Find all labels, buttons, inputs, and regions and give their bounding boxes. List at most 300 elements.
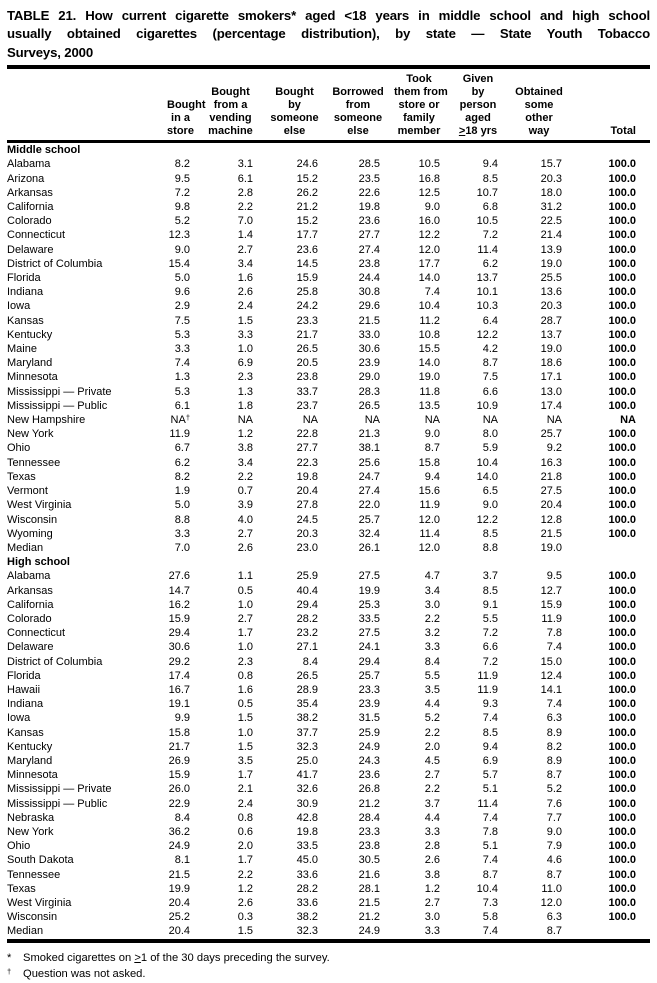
table-row xyxy=(7,726,650,740)
value-cell: 5.0 xyxy=(174,499,190,512)
state-cell: Mississippi — Private xyxy=(7,385,112,398)
value-cell: 27.8 xyxy=(296,499,318,512)
value-cell: 8.7 xyxy=(546,769,562,782)
value-cell: 23.3 xyxy=(358,683,380,696)
total-cell: 100.0 xyxy=(608,385,636,398)
value-cell: 30.9 xyxy=(296,797,318,810)
total-cell: 100.0 xyxy=(608,172,636,185)
value-cell: 6.3 xyxy=(546,712,562,725)
table-row xyxy=(7,299,650,313)
value-cell: 23.9 xyxy=(358,357,380,370)
state-cell: Florida xyxy=(7,272,41,285)
state-cell: Delaware xyxy=(7,641,54,654)
value-cell: 24.9 xyxy=(168,840,190,853)
total-cell: 100.0 xyxy=(608,428,636,441)
table-row xyxy=(7,498,650,512)
state-cell: Mississippi — Private xyxy=(7,783,112,796)
value-cell: 23.5 xyxy=(358,172,380,185)
value-cell: 45.0 xyxy=(296,854,318,867)
state-cell: Ohio xyxy=(7,442,31,455)
state-cell: California xyxy=(7,201,54,214)
value-cell: 2.6 xyxy=(237,286,253,299)
value-cell: 6.3 xyxy=(546,911,562,924)
footnote-marker: † xyxy=(7,967,12,977)
value-cell: 24.3 xyxy=(358,754,380,767)
value-cell: 2.7 xyxy=(237,243,253,256)
column-header-state xyxy=(7,69,157,142)
value-cell: 2.8 xyxy=(424,840,440,853)
value-cell: 8.9 xyxy=(546,754,562,767)
value-cell: 8.7 xyxy=(546,868,562,881)
table-title xyxy=(7,7,650,62)
table-row xyxy=(7,896,650,910)
column-header-bought-from-vending-machine: Bought from a vending machine xyxy=(208,86,253,138)
column-header-took-from-store-or-family: Took them from store or family member xyxy=(394,73,448,138)
value-cell: 21.6 xyxy=(358,868,380,881)
value-cell: 3.5 xyxy=(237,754,253,767)
value-cell: 28.2 xyxy=(296,612,318,625)
footnote-marker: * xyxy=(7,951,12,964)
table-row xyxy=(7,513,650,527)
value-cell: 24.1 xyxy=(358,641,380,654)
state-cell: Texas xyxy=(7,470,36,483)
value-cell: 11.4 xyxy=(477,797,498,810)
state-cell: Kansas xyxy=(7,726,44,739)
state-cell: Colorado xyxy=(7,215,52,228)
value-cell: 7.7 xyxy=(546,811,562,824)
value-cell: 1.0 xyxy=(237,641,253,654)
value-cell: 12.4 xyxy=(540,669,562,682)
value-cell: 7.4 xyxy=(482,811,498,824)
value-cell: 7.2 xyxy=(482,229,498,242)
total-cell: 100.0 xyxy=(608,243,636,256)
value-cell: 2.7 xyxy=(237,612,253,625)
table-row xyxy=(7,782,650,796)
value-cell: 1.5 xyxy=(237,712,253,725)
state-cell: Vermont xyxy=(7,485,48,498)
total-cell: 100.0 xyxy=(608,215,636,228)
state-cell: Indiana xyxy=(7,698,44,711)
total-cell: 100.0 xyxy=(608,840,636,853)
value-cell: 20.4 xyxy=(540,499,562,512)
value-cell: 40.4 xyxy=(296,584,318,597)
table-row xyxy=(7,868,650,882)
value-cell: 7.4 xyxy=(482,712,498,725)
value-cell: 23.6 xyxy=(296,243,318,256)
value-cell: 10.4 xyxy=(476,456,498,469)
state-cell: Nebraska xyxy=(7,811,55,824)
total-cell: 100.0 xyxy=(608,527,636,540)
value-cell: 21.5 xyxy=(168,868,190,881)
value-cell: 2.2 xyxy=(237,868,253,881)
value-cell: 9.4 xyxy=(424,470,440,483)
total-cell: 100.0 xyxy=(608,811,636,824)
value-cell: 12.5 xyxy=(418,186,440,199)
value-cell: 7.2 xyxy=(174,186,190,199)
value-cell: 0.6 xyxy=(237,825,253,838)
table-row xyxy=(7,470,650,484)
state-cell: Alabama xyxy=(7,570,51,583)
value-cell: 12.0 xyxy=(418,541,440,554)
table-row xyxy=(7,285,650,299)
value-cell: 27.6 xyxy=(168,570,190,583)
value-cell: 8.5 xyxy=(482,584,498,597)
value-cell: NA xyxy=(364,414,380,427)
table-row xyxy=(7,399,650,413)
value-cell: 5.2 xyxy=(424,712,440,725)
total-cell: 100.0 xyxy=(608,470,636,483)
value-cell: 13.9 xyxy=(540,243,562,256)
value-cell: 14.5 xyxy=(296,257,318,270)
value-cell: 15.2 xyxy=(296,172,318,185)
total-cell: 100.0 xyxy=(608,513,636,526)
total-cell: 100.0 xyxy=(608,257,636,270)
value-cell: NA xyxy=(424,414,440,427)
value-cell: 6.2 xyxy=(174,456,190,469)
value-cell: 0.8 xyxy=(237,811,253,824)
table-row xyxy=(7,314,650,328)
value-cell: 8.2 xyxy=(174,470,190,483)
total-cell: 100.0 xyxy=(608,754,636,767)
value-cell: 4.4 xyxy=(424,811,440,824)
value-cell: 2.2 xyxy=(424,612,440,625)
table-title-line-2: usually obtained cigarettes (percentage distribution), by state — State Youth Tobacco xyxy=(7,26,650,42)
value-cell: 1.3 xyxy=(174,371,190,384)
value-cell: 12.2 xyxy=(476,328,498,341)
state-cell: New Hampshire xyxy=(7,414,86,427)
value-cell: 1.2 xyxy=(237,428,253,441)
value-cell: 27.7 xyxy=(358,229,380,242)
value-cell: 17.4 xyxy=(168,669,190,682)
value-cell: 21.2 xyxy=(358,797,380,810)
state-cell: New York xyxy=(7,825,54,838)
total-cell: 100.0 xyxy=(608,896,636,909)
total-cell: 100.0 xyxy=(608,627,636,640)
total-cell: 100.0 xyxy=(608,683,636,696)
value-cell: 2.3 xyxy=(237,655,253,668)
value-cell: 3.0 xyxy=(424,911,440,924)
value-cell: 2.8 xyxy=(237,186,253,199)
value-cell: 1.7 xyxy=(237,769,253,782)
value-cell: 1.7 xyxy=(237,627,253,640)
value-cell: 38.2 xyxy=(296,911,318,924)
table-row xyxy=(7,186,650,200)
value-cell: 15.8 xyxy=(168,726,190,739)
value-cell: 1.0 xyxy=(237,343,253,356)
value-cell: 17.1 xyxy=(540,371,562,384)
table-row xyxy=(7,569,650,583)
value-cell: 21.8 xyxy=(540,470,562,483)
state-cell: Median xyxy=(7,541,44,554)
value-cell: 30.8 xyxy=(358,286,380,299)
value-cell: 3.3 xyxy=(424,825,440,838)
value-cell: 7.6 xyxy=(546,797,562,810)
state-cell: Median xyxy=(7,925,44,938)
value-cell: 14.0 xyxy=(418,357,440,370)
table-row xyxy=(7,342,650,356)
value-cell: 19.9 xyxy=(358,584,380,597)
state-cell: Kansas xyxy=(7,314,44,327)
value-cell: 15.9 xyxy=(540,598,562,611)
value-cell: 1.5 xyxy=(237,925,253,938)
value-cell: 15.9 xyxy=(168,769,190,782)
value-cell: 21.3 xyxy=(358,428,380,441)
value-cell: 11.9 xyxy=(541,612,562,625)
table-row xyxy=(7,200,650,214)
value-cell: 5.2 xyxy=(546,783,562,796)
table-row xyxy=(7,228,650,242)
value-cell: 8.4 xyxy=(424,655,440,668)
value-cell: 3.3 xyxy=(174,343,190,356)
table-row xyxy=(7,413,650,427)
total-cell: 100.0 xyxy=(608,158,636,171)
section-label: Middle school xyxy=(7,144,81,157)
value-cell: 11.9 xyxy=(419,499,440,512)
total-cell: 100.0 xyxy=(608,399,636,412)
table-title-line-3: Surveys, 2000 xyxy=(7,44,94,60)
column-header-given-by-person-aged-18: Given by person aged >18 yrs xyxy=(458,73,498,138)
table-header-row xyxy=(7,69,650,142)
value-cell: 2.0 xyxy=(424,740,440,753)
value-cell: 18.0 xyxy=(540,186,562,199)
table-row xyxy=(7,882,650,896)
value-cell: 15.7 xyxy=(540,158,562,171)
value-cell: 1.9 xyxy=(174,485,190,498)
value-cell: 18.6 xyxy=(540,357,562,370)
value-cell: 20.4 xyxy=(168,925,190,938)
value-cell: 1.6 xyxy=(237,683,253,696)
total-cell: 100.0 xyxy=(608,584,636,597)
value-cell: 38.2 xyxy=(296,712,318,725)
value-cell: 11.9 xyxy=(477,669,498,682)
total-cell: 100.0 xyxy=(608,186,636,199)
value-cell: 9.0 xyxy=(174,243,190,256)
value-cell: 9.5 xyxy=(174,172,190,185)
value-cell: 15.8 xyxy=(418,456,440,469)
value-cell: NA xyxy=(237,414,253,427)
value-cell: 4.0 xyxy=(237,513,253,526)
value-cell: 6.6 xyxy=(482,385,498,398)
state-cell: Arizona xyxy=(7,172,45,185)
value-cell: 1.6 xyxy=(237,272,253,285)
value-cell: 23.8 xyxy=(296,371,318,384)
value-cell: 7.9 xyxy=(546,840,562,853)
value-cell: 21.4 xyxy=(540,229,562,242)
value-cell: 25.9 xyxy=(296,570,318,583)
total-cell: 100.0 xyxy=(608,272,636,285)
value-cell: 5.1 xyxy=(482,783,498,796)
value-cell: 2.2 xyxy=(424,726,440,739)
value-cell: 10.5 xyxy=(418,158,440,171)
value-cell: 3.5 xyxy=(424,683,440,696)
value-cell: 25.7 xyxy=(540,428,562,441)
total-cell: 100.0 xyxy=(608,371,636,384)
value-cell: 28.3 xyxy=(358,385,380,398)
value-cell: 2.0 xyxy=(237,840,253,853)
section-row xyxy=(7,142,650,158)
value-cell: 28.4 xyxy=(358,811,380,824)
value-cell: 3.8 xyxy=(237,442,253,455)
value-cell: 2.4 xyxy=(237,797,253,810)
value-cell: 20.5 xyxy=(296,357,318,370)
value-cell: 13.0 xyxy=(540,385,562,398)
state-cell: California xyxy=(7,598,54,611)
state-cell: Wisconsin xyxy=(7,513,58,526)
value-cell: 29.4 xyxy=(168,627,190,640)
value-cell: 15.9 xyxy=(296,272,318,285)
table-row xyxy=(7,839,650,853)
value-cell: 9.4 xyxy=(482,158,498,171)
value-cell: 25.7 xyxy=(358,513,380,526)
value-cell: 8.4 xyxy=(174,811,190,824)
table-row xyxy=(7,427,650,441)
state-cell: Colorado xyxy=(7,612,52,625)
value-cell: 2.2 xyxy=(424,783,440,796)
footnote-question-not-asked xyxy=(7,966,650,983)
value-cell: 7.2 xyxy=(482,655,498,668)
value-cell: 2.2 xyxy=(237,470,253,483)
total-cell: 100.0 xyxy=(608,669,636,682)
state-cell: Maryland xyxy=(7,754,53,767)
total-cell: 100.0 xyxy=(608,598,636,611)
value-cell: 9.5 xyxy=(546,570,562,583)
state-cell: Tennessee xyxy=(7,868,61,881)
value-cell: 33.6 xyxy=(296,896,318,909)
value-cell: 2.3 xyxy=(237,371,253,384)
value-cell: 3.3 xyxy=(424,925,440,938)
state-cell: Maine xyxy=(7,343,37,356)
value-cell: 2.6 xyxy=(237,541,253,554)
table-row xyxy=(7,910,650,924)
value-cell: 2.7 xyxy=(237,527,253,540)
value-cell: 3.2 xyxy=(424,627,440,640)
value-cell: 32.3 xyxy=(296,740,318,753)
value-cell: 1.2 xyxy=(237,882,253,895)
state-cell: Wyoming xyxy=(7,527,53,540)
table-row xyxy=(7,356,650,370)
value-cell: 28.5 xyxy=(358,158,380,171)
value-cell: 5.1 xyxy=(482,840,498,853)
value-cell: 23.3 xyxy=(296,314,318,327)
value-cell: 7.5 xyxy=(174,314,190,327)
value-cell: 19.0 xyxy=(540,257,562,270)
value-cell: 27.4 xyxy=(358,485,380,498)
value-cell: 27.1 xyxy=(296,641,318,654)
value-cell: 24.9 xyxy=(358,740,380,753)
value-cell: 5.0 xyxy=(174,272,190,285)
table-row xyxy=(7,243,650,257)
value-cell: 12.2 xyxy=(418,229,440,242)
state-cell: Wisconsin xyxy=(7,911,58,924)
value-cell: 25.0 xyxy=(296,754,318,767)
table-title-line-1: TABLE 21. How current cigarette smokers* aged <18 years in middle school and high school xyxy=(7,8,650,23)
value-cell: 6.1 xyxy=(237,172,253,185)
value-cell: 1.4 xyxy=(237,229,253,242)
value-cell: 14.7 xyxy=(168,584,190,597)
value-cell: 27.7 xyxy=(296,442,318,455)
value-cell: 7.5 xyxy=(482,371,498,384)
value-cell: 9.6 xyxy=(174,286,190,299)
value-cell: 23.8 xyxy=(358,840,380,853)
value-cell: NA xyxy=(482,414,498,427)
value-cell: NA† xyxy=(170,413,190,427)
value-cell: 33.5 xyxy=(296,840,318,853)
column-header-borrowed-from-someone-else: Borrowed from someone else xyxy=(332,86,384,138)
value-cell: 23.7 xyxy=(296,399,318,412)
value-cell: 3.8 xyxy=(424,868,440,881)
table-row xyxy=(7,612,650,626)
value-cell: 21.2 xyxy=(358,911,380,924)
table-row xyxy=(7,924,650,938)
total-cell: 100.0 xyxy=(608,456,636,469)
value-cell: 23.0 xyxy=(296,541,318,554)
value-cell: 7.0 xyxy=(237,215,253,228)
value-cell: 1.2 xyxy=(424,882,440,895)
value-cell: 23.3 xyxy=(358,825,380,838)
value-cell: 0.7 xyxy=(237,485,253,498)
value-cell: 28.7 xyxy=(540,314,562,327)
value-cell: 24.5 xyxy=(296,513,318,526)
total-cell: 100.0 xyxy=(608,328,636,341)
value-cell: 32.4 xyxy=(358,527,380,540)
total-cell: 100.0 xyxy=(608,357,636,370)
value-cell: 27.5 xyxy=(358,627,380,640)
value-cell: 22.9 xyxy=(168,797,190,810)
value-cell: 3.0 xyxy=(424,598,440,611)
value-cell: 2.2 xyxy=(237,201,253,214)
value-cell: 8.5 xyxy=(482,527,498,540)
state-cell: Tennessee xyxy=(7,456,61,469)
value-cell: 12.7 xyxy=(540,584,562,597)
table-row xyxy=(7,711,650,725)
value-cell: 8.9 xyxy=(546,726,562,739)
state-cell: Connecticut xyxy=(7,627,66,640)
section-label: High school xyxy=(7,556,70,569)
value-cell: 9.1 xyxy=(482,598,498,611)
table-row xyxy=(7,172,650,186)
value-cell: 8.8 xyxy=(482,541,498,554)
value-cell: 16.3 xyxy=(540,456,562,469)
table-row xyxy=(7,640,650,654)
value-cell: 25.7 xyxy=(358,669,380,682)
value-cell: 17.7 xyxy=(296,229,318,242)
value-cell: 31.2 xyxy=(540,201,562,214)
value-cell: 11.4 xyxy=(419,527,440,540)
state-cell: Texas xyxy=(7,882,36,895)
table-row xyxy=(7,328,650,342)
value-cell: 8.1 xyxy=(174,854,190,867)
value-cell: 3.4 xyxy=(424,584,440,597)
value-cell: 15.9 xyxy=(168,612,190,625)
value-cell: 21.5 xyxy=(358,314,380,327)
value-cell: 9.0 xyxy=(424,428,440,441)
table-header xyxy=(7,69,650,142)
value-cell: 19.0 xyxy=(418,371,440,384)
value-cell: 20.4 xyxy=(296,485,318,498)
total-cell: 100.0 xyxy=(608,911,636,924)
value-cell: 0.3 xyxy=(237,911,253,924)
value-cell: 7.4 xyxy=(482,854,498,867)
total-cell: 100.0 xyxy=(608,740,636,753)
value-cell: 8.2 xyxy=(174,158,190,171)
table-row xyxy=(7,655,650,669)
value-cell: 1.5 xyxy=(237,740,253,753)
value-cell: 14.0 xyxy=(476,470,498,483)
total-cell: 100.0 xyxy=(608,825,636,838)
table-row xyxy=(7,669,650,683)
total-cell: 100.0 xyxy=(608,712,636,725)
value-cell: 4.5 xyxy=(424,754,440,767)
